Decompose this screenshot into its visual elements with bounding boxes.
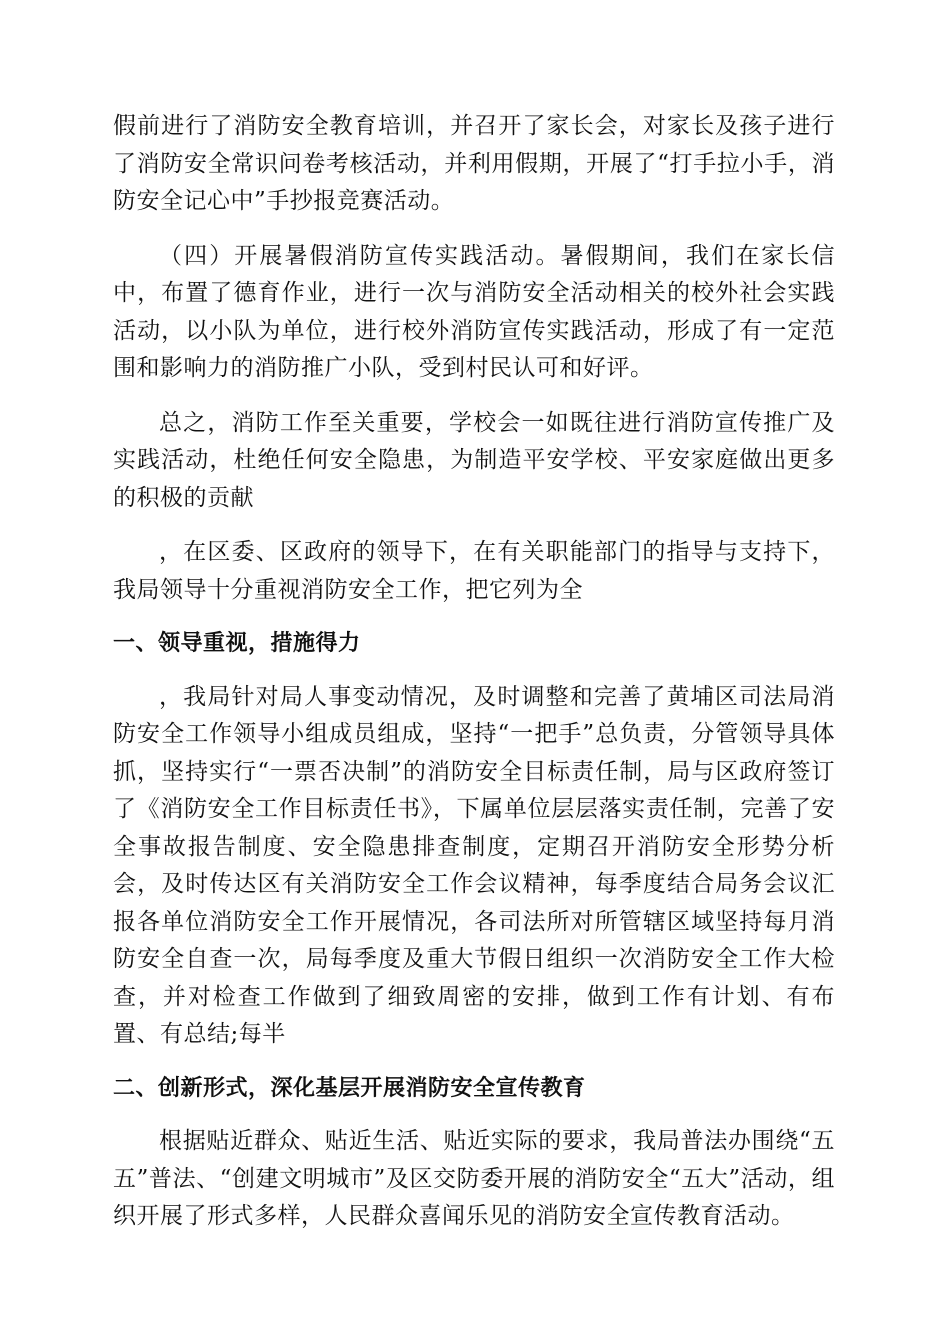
section-heading-2: 二、创新形式，深化基层开展消防安全宣传教育 [113,1075,586,1101]
paragraph-summer-activity: （四）开展暑假消防宣传实践活动。暑假期间，我们在家长信中，布置了德育作业，进行一次与消防安全活动相关的校外社会实践活动，以小队为单位，进行校外消防宣传实践活动，形成了有一定范围和影响力的消防推广小队，受到村民认可和好评。 [113,242,835,381]
paragraph-conclusion: 总之，消防工作至关重要，学校会一如既往进行消防宣传推广及实践活动，杜绝任何安全隐患，为制造平安学校、平安家庭做出更多的积极的贡献 [113,409,835,511]
paragraph-continuation: 假前进行了消防安全教育培训，并召开了家长会，对家长及孩子进行了消防安全常识问卷考核活动，并利用假期，开展了“打手拉小手，消防安全记心中”手抄报竞赛活动。 [113,113,835,214]
paragraph-district-leadership: ，在区委、区政府的领导下，在有关职能部门的指导与支持下，我局领导十分重视消防安全工作，把它列为全 [113,539,835,603]
section-heading-1: 一、领导重视，措施得力 [113,631,361,656]
document-page [113,108,835,1236]
paragraph-measures: ，我局针对局人事变动情况，及时调整和完善了黄埔区司法局消防安全工作领导小组成员组成，坚持“一把手”总负责，分管领导具体抓，坚持实行“一票否决制”的消防安全目标责任制，局与区政府签订了《消防安全工作目标责任书》，下属单位层层落实责任制，完善了安全事故报告制度、安全隐患排查制度，定期召开消防安全形势分析会，及时传达区有关消防安全工作会议精神，每季度结合局务会议汇报各单位消防安全工作开展情况，各司法所对所管辖区域坚持每月消防安全自查一次，局每季度及重大节假日组织一次消防安全工作大检查，并对检查工作做到了细致周密的安排，做到工作有计划、有布置、有总结;每半 [113,683,835,1047]
paragraph-publicity: 根据贴近群众、贴近生活、贴近实际的要求，我局普法办围绕“五五”普法、“创建文明城市”及区交防委开展的消防安全“五大”活动，组织开展了形式多样，人民群众喜闻乐见的消防安全宣传教育活动。 [113,1128,835,1229]
